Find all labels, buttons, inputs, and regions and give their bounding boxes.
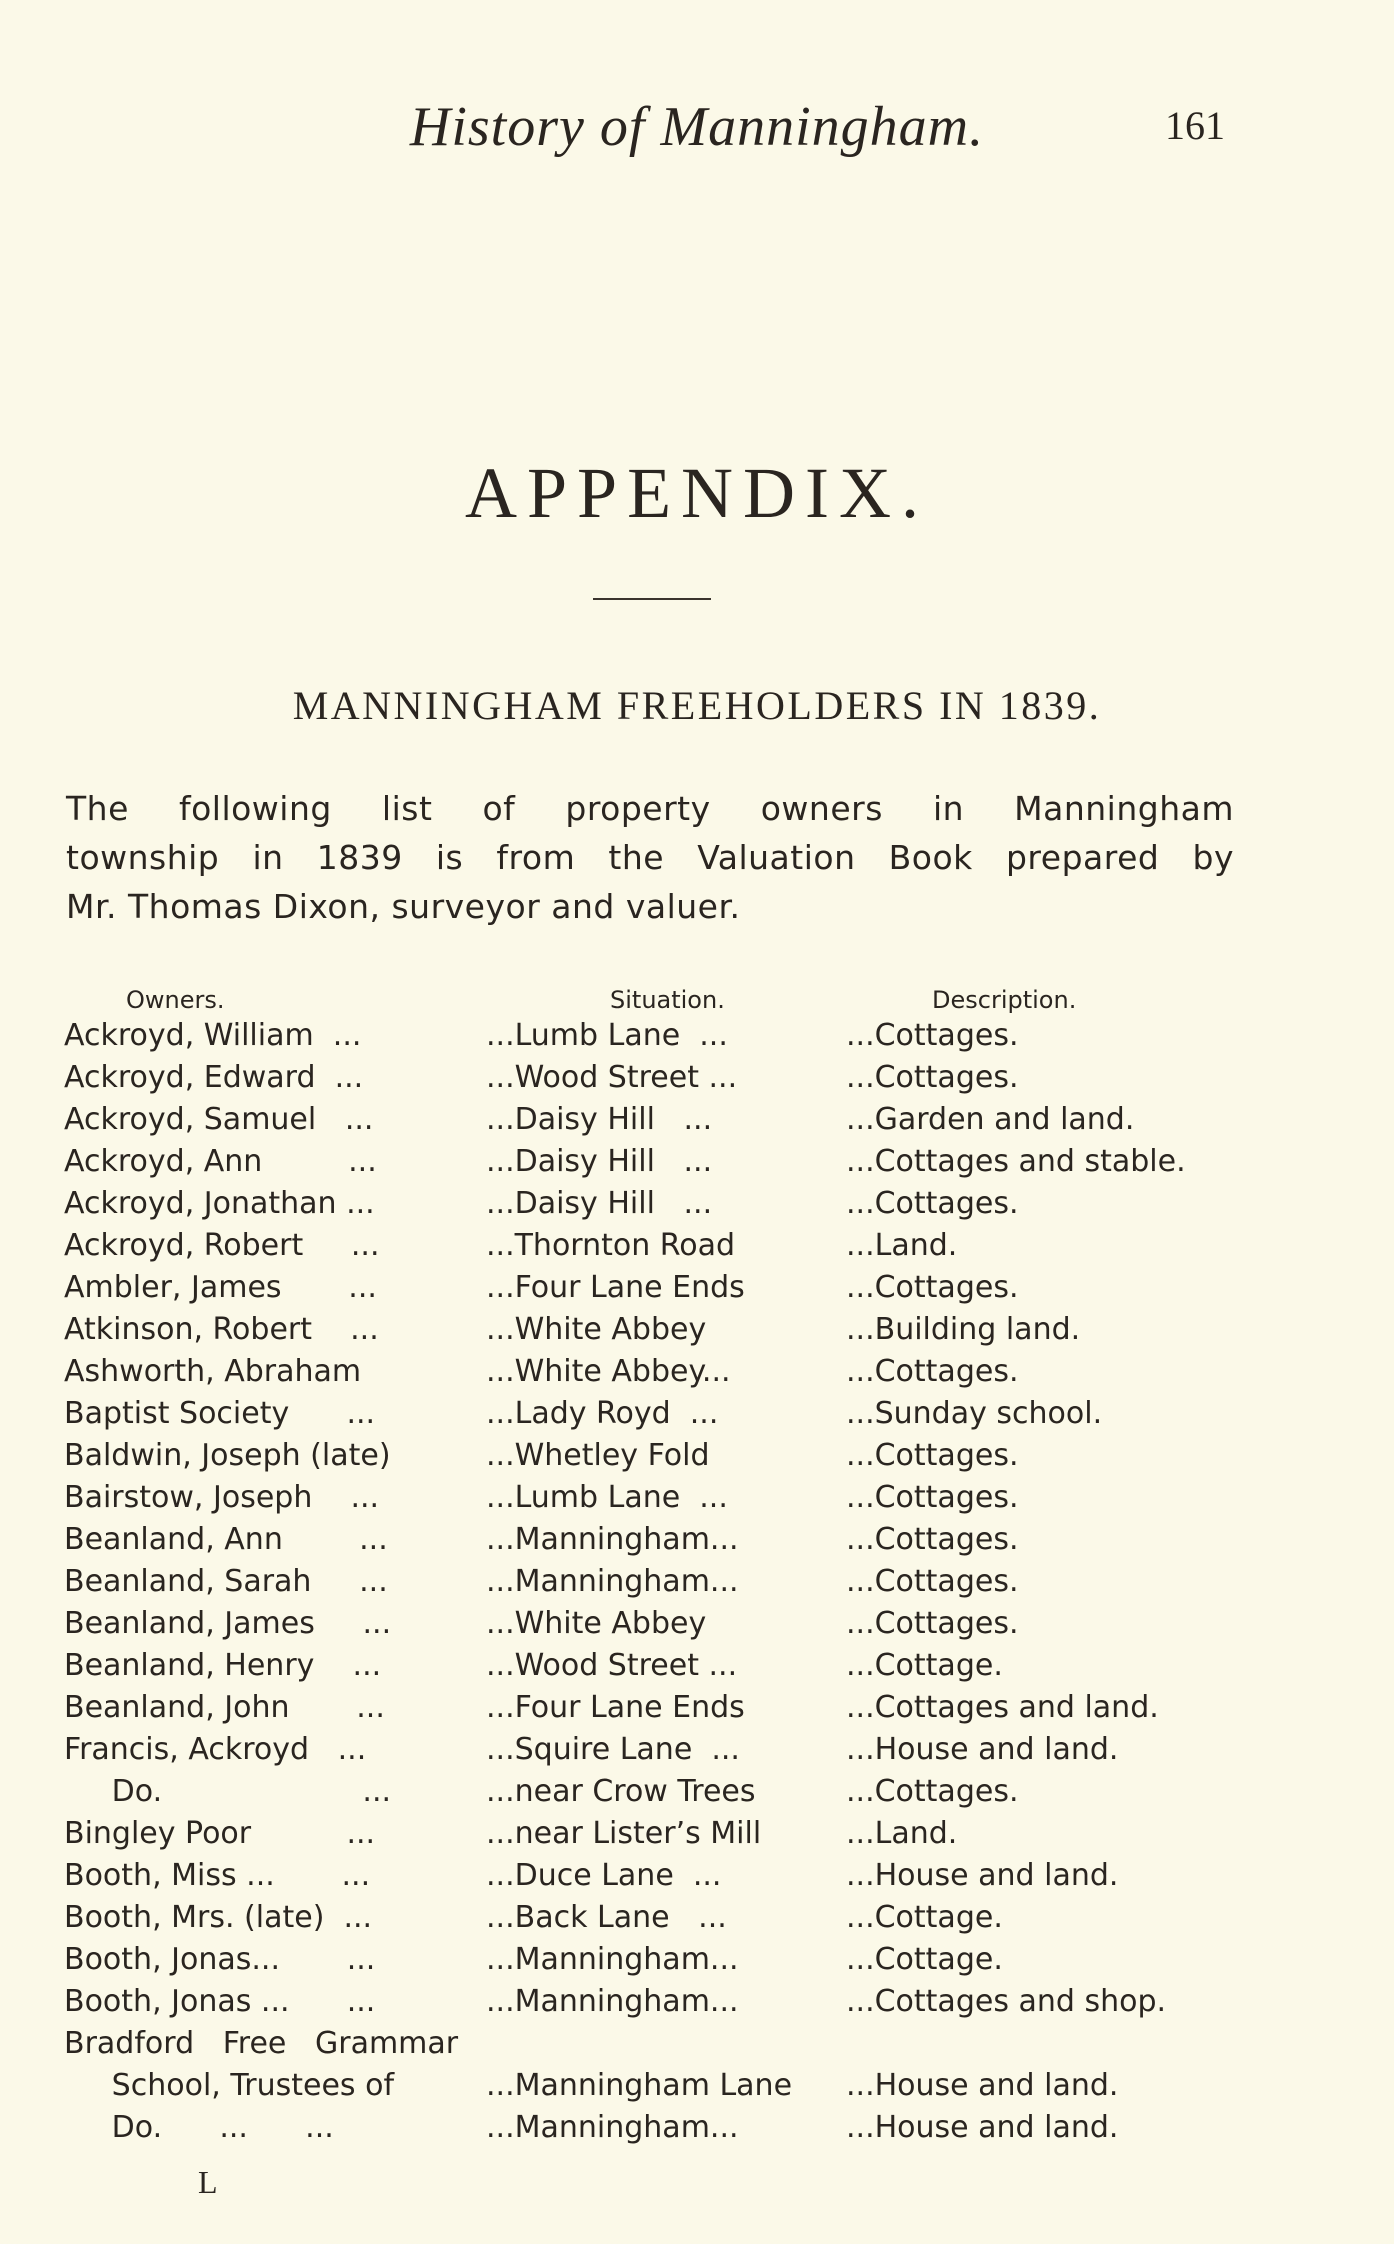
owner-cell: Ackroyd, Ann ... — [64, 1144, 377, 1179]
situation-cell: ...Manningham Lane — [486, 2068, 793, 2103]
situation-cell: ...Manningham... — [486, 1564, 739, 1599]
owner-cell: Francis, Ackroyd ... — [64, 1732, 367, 1767]
table-row — [64, 1228, 1244, 1270]
table-row — [64, 1732, 1244, 1774]
situation-cell: ...Whetley Fold — [486, 1438, 710, 1473]
table-row — [64, 1564, 1244, 1606]
signature-mark: L — [198, 2164, 218, 2200]
owner-cell: Booth, Miss ... ... — [64, 1858, 371, 1893]
description-cell: ...Land. — [846, 1228, 958, 1263]
table-row — [64, 1270, 1244, 1312]
situation-cell: ...Lady Royd ... — [486, 1396, 719, 1431]
table-row — [64, 1060, 1244, 1102]
owner-cell: Beanland, Ann ... — [64, 1522, 388, 1557]
description-cell: ...Sunday school. — [846, 1396, 1103, 1431]
table-body — [64, 1018, 1244, 2152]
owner-cell: Beanland, John ... — [64, 1690, 385, 1725]
description-cell: ...Cottages. — [846, 1186, 1019, 1221]
owner-cell: Atkinson, Robert ... — [64, 1312, 379, 1347]
table-row — [64, 2068, 1244, 2110]
table-row — [64, 1438, 1244, 1480]
situation-cell: ...Manningham... — [486, 1984, 739, 2019]
description-cell: ...Cottages. — [846, 1774, 1019, 1809]
owner-cell: Do. ... — [64, 1774, 392, 1809]
situation-cell: ...Back Lane ... — [486, 1900, 727, 1935]
situation-cell: ...Wood Street ... — [486, 1648, 738, 1683]
owner-cell: Beanland, Sarah ... — [64, 1564, 388, 1599]
freeholders-table — [64, 976, 1244, 2152]
table-row — [64, 1606, 1244, 1648]
table-row — [64, 1900, 1244, 1942]
page-number: 161 — [1165, 103, 1225, 148]
description-cell: ...Land. — [846, 1816, 958, 1851]
table-row — [64, 1816, 1244, 1858]
owner-cell: Beanland, Henry ... — [64, 1648, 382, 1683]
owner-cell: Bradford Free Grammar — [64, 2026, 459, 2061]
situation-cell: ...Wood Street ... — [486, 1060, 738, 1095]
description-cell: ...Building land. — [846, 1312, 1081, 1347]
situation-cell: ...Thornton Road — [486, 1228, 736, 1263]
table-row — [64, 1648, 1244, 1690]
table-row — [64, 1018, 1244, 1060]
situation-cell: ...Daisy Hill ... — [486, 1186, 713, 1221]
intro-line: township in 1839 is from the Valuation Book prepared by — [66, 838, 1234, 877]
table-header-row — [64, 976, 1244, 1018]
owner-cell: Ackroyd, William ... — [64, 1018, 362, 1053]
owner-cell: Ackroyd, Edward ... — [64, 1060, 364, 1095]
owner-cell: Booth, Mrs. (late) ... — [64, 1900, 373, 1935]
table-row — [64, 2026, 1244, 2068]
situation-cell: ...White Abbey — [486, 1606, 707, 1641]
section-heading: MANNINGHAM FREEHOLDERS IN 1839. — [292, 683, 1102, 728]
description-cell: ...House and land. — [846, 1858, 1119, 1893]
description-cell: ...Cottages and shop. — [846, 1984, 1167, 2019]
description-cell: ...Garden and land. — [846, 1102, 1135, 1137]
owner-cell: Bingley Poor ... — [64, 1816, 376, 1851]
table-row — [64, 1690, 1244, 1732]
owner-cell: Ackroyd, Samuel ... — [64, 1102, 374, 1137]
situation-cell: ...Squire Lane ... — [486, 1732, 740, 1767]
description-cell: ...Cottages. — [846, 1354, 1019, 1389]
situation-cell: ...Four Lane Ends — [486, 1270, 745, 1305]
situation-cell: ...Manningham... — [486, 1942, 739, 1977]
owner-cell: Baldwin, Joseph (late) — [64, 1438, 391, 1473]
owner-cell: Ackroyd, Jonathan ... — [64, 1186, 375, 1221]
situation-cell: ...Manningham... — [486, 2110, 739, 2145]
description-cell: ...Cottage. — [846, 1942, 1003, 1977]
owner-cell: Beanland, James ... — [64, 1606, 392, 1641]
owner-cell: Booth, Jonas ... ... — [64, 1984, 376, 2019]
table-row — [64, 1774, 1244, 1816]
situation-cell: ...White Abbey... — [486, 1354, 731, 1389]
description-cell: ...Cottages. — [846, 1522, 1019, 1557]
owner-cell: Ashworth, Abraham — [64, 1354, 362, 1389]
owner-cell: Bairstow, Joseph ... — [64, 1480, 380, 1515]
description-cell: ...Cottages and stable. — [846, 1144, 1186, 1179]
table-row — [64, 1858, 1244, 1900]
description-cell: ...House and land. — [846, 2068, 1119, 2103]
description-cell: ...Cottages. — [846, 1270, 1019, 1305]
description-cell: ...Cottages. — [846, 1480, 1019, 1515]
description-cell: ...Cottages. — [846, 1438, 1019, 1473]
situation-cell: ...near Crow Trees — [486, 1774, 756, 1809]
description-cell: ...Cottages and land. — [846, 1690, 1159, 1725]
table-row — [64, 1984, 1244, 2026]
description-cell: ...Cottages. — [846, 1060, 1019, 1095]
owner-cell: Baptist Society ... — [64, 1396, 376, 1431]
table-row — [64, 1186, 1244, 1228]
intro-line: Mr. Thomas Dixon, surveyor and valuer. — [66, 887, 741, 926]
owner-cell: Booth, Jonas... ... — [64, 1942, 376, 1977]
situation-cell: ...Four Lane Ends — [486, 1690, 745, 1725]
situation-cell: ...Daisy Hill ... — [486, 1144, 713, 1179]
situation-column-header: Situation. — [610, 986, 725, 1014]
description-column-header: Description. — [932, 986, 1077, 1014]
table-row — [64, 1144, 1244, 1186]
divider-rule — [593, 598, 711, 600]
description-cell: ...Cottage. — [846, 1648, 1003, 1683]
situation-cell: ...Duce Lane ... — [486, 1858, 722, 1893]
owner-cell: School, Trustees of — [64, 2068, 394, 2103]
table-row — [64, 1354, 1244, 1396]
table-row — [64, 2110, 1244, 2152]
situation-cell: ...White Abbey — [486, 1312, 707, 1347]
owners-column-header: Owners. — [126, 986, 225, 1014]
running-header-title: History of Manningham. — [409, 96, 985, 158]
situation-cell: ...Manningham... — [486, 1522, 739, 1557]
description-cell: ...Cottages. — [846, 1564, 1019, 1599]
description-cell: ...House and land. — [846, 1732, 1119, 1767]
owner-cell: Do. ... ... — [64, 2110, 334, 2145]
owner-cell: Ackroyd, Robert ... — [64, 1228, 380, 1263]
table-row — [64, 1396, 1244, 1438]
table-row — [64, 1942, 1244, 1984]
description-cell: ...Cottages. — [846, 1018, 1019, 1053]
intro-paragraph — [66, 784, 1234, 931]
description-cell: ...House and land. — [846, 2110, 1119, 2145]
description-cell: ...Cottage. — [846, 1900, 1003, 1935]
intro-line: The following list of property owners in Manningham — [66, 789, 1234, 828]
description-cell: ...Cottages. — [846, 1606, 1019, 1641]
appendix-title: APPENDIX. — [464, 453, 930, 533]
table-row — [64, 1312, 1244, 1354]
situation-cell: ...near Lister’s Mill — [486, 1816, 762, 1851]
situation-cell: ...Daisy Hill ... — [486, 1102, 713, 1137]
table-row — [64, 1522, 1244, 1564]
table-row — [64, 1480, 1244, 1522]
table-row — [64, 1102, 1244, 1144]
situation-cell: ...Lumb Lane ... — [486, 1480, 728, 1515]
situation-cell: ...Lumb Lane ... — [486, 1018, 728, 1053]
owner-cell: Ambler, James ... — [64, 1270, 377, 1305]
